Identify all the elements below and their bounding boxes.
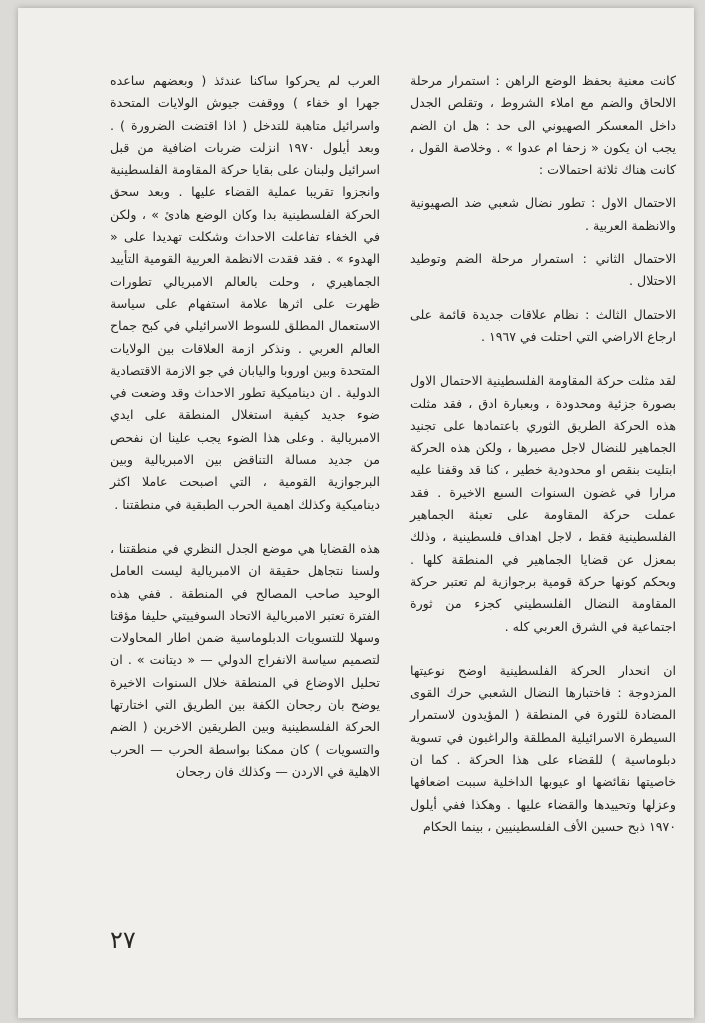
paragraph: الاحتمال الثالث : نظام علاقات جديدة قائمة على ارجاع الاراضي التي احتلت في ١٩٦٧ .: [410, 306, 676, 344]
paragraph: الاحتمال الثاني : استمرار مرحلة الضم وتوطيد الاحتلال .: [410, 251, 676, 289]
left-text-column: [110, 70, 380, 783]
right-text-column: [410, 70, 676, 838]
paragraph: هذه القضايا هي موضع الجدل النظري في منطقتنا ، ولسنا نتجاهل حقيقة ان الامبريالية ليست العامل الوحيد صاحب المصالح في المنطقة . ففي هذه الفترة تعتبر الامبريالية الاتحاد السوفييتي حليفا مؤقتا وسهلا للتسويات الدبلوماسية ضمن اطار المحاولات لتصميم سياسة الانفراج الدولي — « ديتانت » . ان تحليل الاوضاع في المنطقة خلال السنوات الاخيرة يوضح بان رجحان الكفة بين الطريق التي اختارتها الحركة الفلسطينية وبين الطريقين الاخرين ( الضم والتسويات ) كان ممكنا بواسطة الحرب — الحرب الاهلية في الاردن — وكذلك فان رجحان: [110, 540, 380, 779]
book-page: [18, 8, 694, 1018]
paragraph: ان انحدار الحركة الفلسطينية اوضح نوعيتها المزدوجة : فاختبارها النضال الشعبي حرك القوى المضادة للثورة في المنطقة ( المؤيدون لاستمرار السيطرة الاسرائيلية المطلقة والراغبون في تسوية دبلوماسية ) للقضاء على هذا الحركة . كما ان خاصيتها نقائضها او عيوبها الداخلية سببت اضعافها وعزلها وتحييدها والقضاء عليها . وهكذا ففي أيلول ١٩٧٠ ذبح حسين الأف الفلسطينيين ، بينما الحكام: [410, 662, 676, 834]
paragraph: كانت معنية بحفظ الوضع الراهن : استمرار مرحلة الالحاق والضم مع املاء الشروط ، وتقلص الجدل داخل المعسكر الصهيوني الى حد : هل ان الضم يجب ان يكون « زحفا ام عدوا » . وخلاصة القول ، كانت هناك ثلاثة احتمالات :: [410, 73, 676, 178]
paragraph: الاحتمال الاول : تطور نضال شعبي ضد الصهيونية والانظمة العربية .: [410, 195, 676, 233]
paragraph: العرب لم يحركوا ساكنا عندئذ ( وبعضهم ساعده جهرا او خفاء ) ووقفت جيوش الولايات المتحدة واسرائيل متاهبة للتدخل ( اذا اقتضت الضرورة ) . وبعد أيلول ١٩٧٠ انزلت ضربات اضافية من قبل اسرائيل ولبنان على بقايا حركة المقاومة الفلسطينية وانجزوا تقريبا عملية القضاء عليها . وبعد سحق الحركة الفلسطينية بدا وكان الوضع هادئ » ، ولكن في الخفاء تفاعلت الاحداث وشكلت تهديدا على « الهدوء » . فقد فقدت الانظمة العربية القومية التأييد الجماهيري ، وحلت بالعالم الامبريالي تطورات ظهرت على اثرها علامة استفهام على سياسة الاستعمال المطلق للسوط الاسرائيلي في كبح جماح العالم العربي . ونذكر ازمة العلاقات بين الولايات المتحدة وبين اوروبا واليابان في جو الازمة الاقتصادية الدولية . ان ديناميكية تطور الاحداث وقد وضعت في ضوء جديد كيفية استغلال المنطقة على ايدي الامبريالية . وعلى هذا الضوء يجب علينا ان نفحص من جديد مسالة التناقض بين الامبريالية وبين البرجوازية القومية ، التي اصبحت عاملا اكثر ديناميكية وكذلك اهمية الحرب الطبقية في منطقتنا .: [110, 73, 381, 512]
page-number: ٢٧: [110, 926, 136, 954]
paragraph: لقد مثلت حركة المقاومة الفلسطينية الاحتمال الاول بصورة جزئية ومحدودة ، وبعبارة ادق ، فقد مثلت هذه الحركة الطريق الثوري باعتمادها على تجنيد الجماهير للنضال لاجل مصيرها ، ولكن هذه الحركة ابتليت بنقص او محدودية خطير ، كنا قد وقفنا عليه مرارا في غضون السنوات السبع الاخيرة . فقد عملت حركة المقاومة على تعبئة الجماهير الفلسطينية فقط ، لاجل اهداف فلسطينية ، وذلك بمعزل عن قضايا الجماهير في المنطقة كلها . وبحكم كونها حركة قومية برجوازية لم تعتبر حركة المقاومة النضال الفلسطيني كجزء من ثورة اجتماعية في الشرق العربي كله .: [410, 373, 676, 634]
